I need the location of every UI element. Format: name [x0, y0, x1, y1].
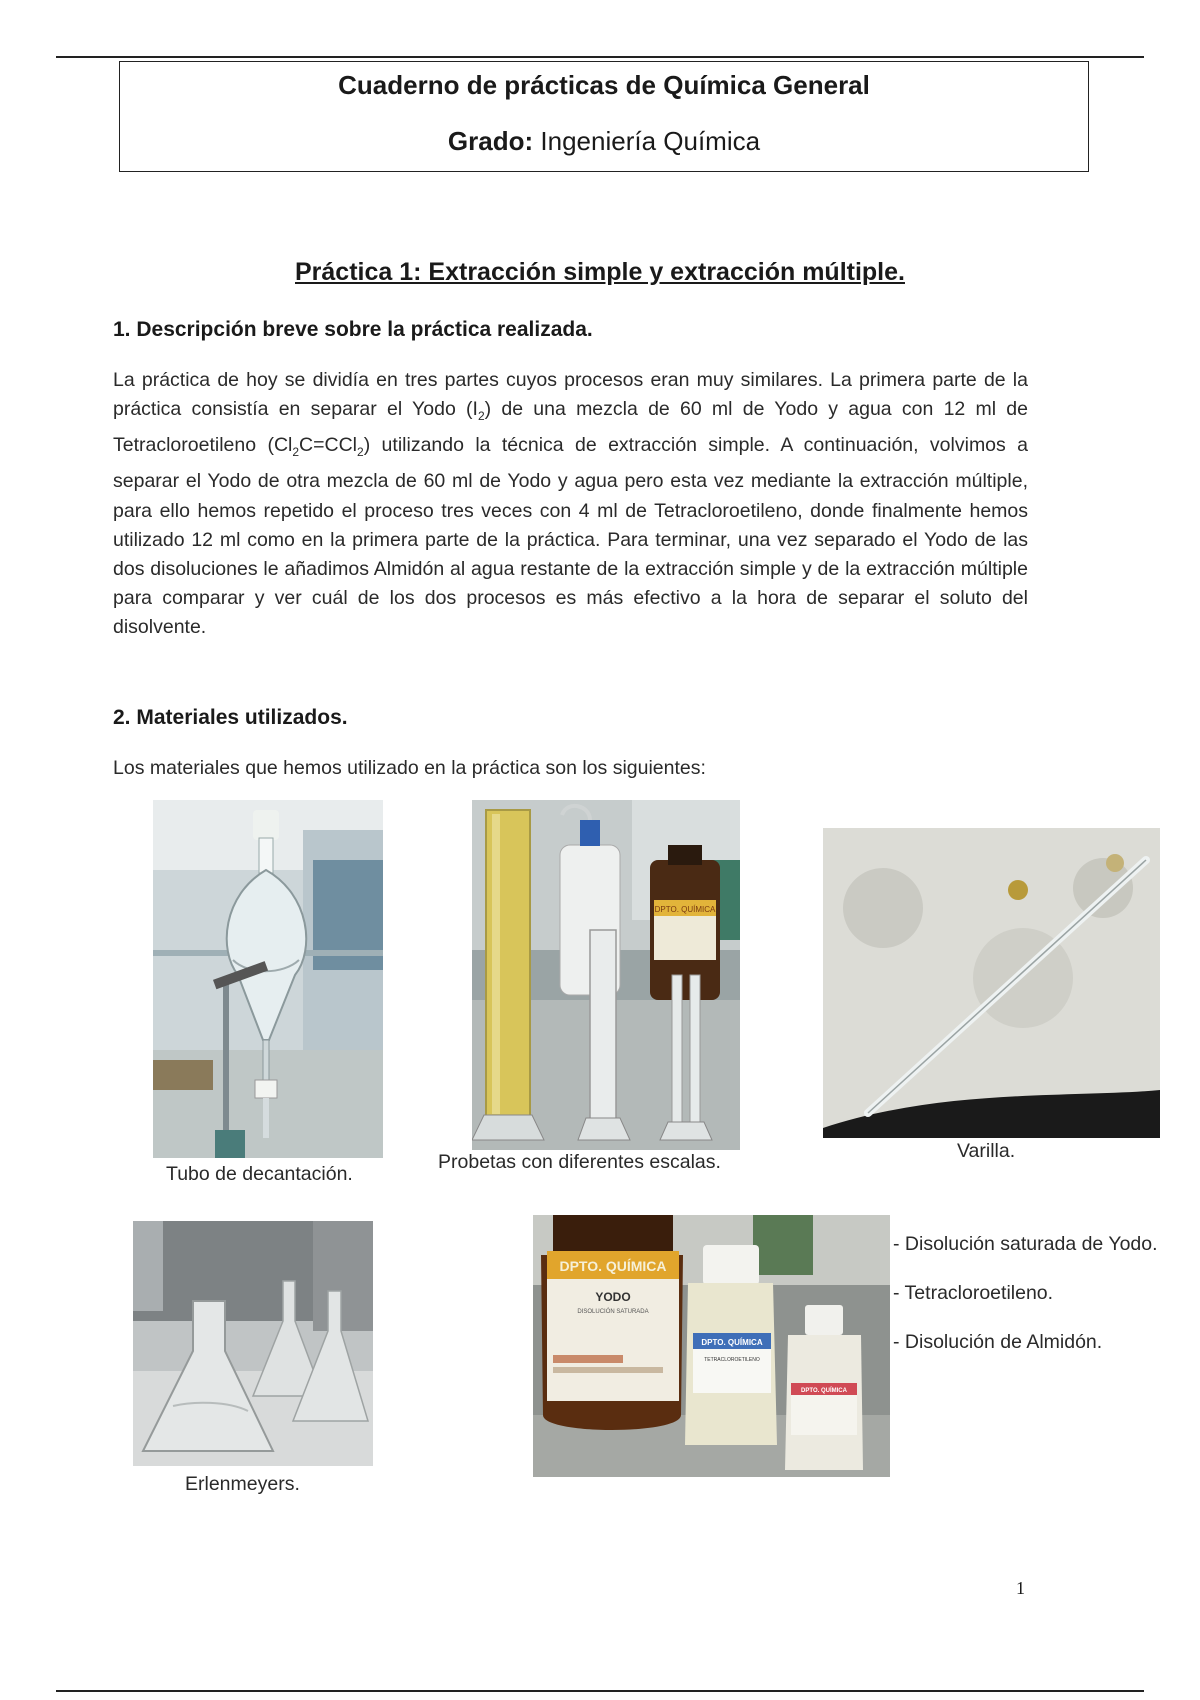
- degree-label: Grado:: [447, 126, 534, 156]
- materials-intro: Los materiales que hemos utilizado en la práctica son los siguientes:: [113, 757, 706, 779]
- para-part-a: La práctica de hoy se dividía en tres partes cuyos procesos eran muy similares. La primera parte de la práctica consistía en separar el Yodo (I: [113, 369, 1028, 421]
- separatory-funnel-photo: [153, 800, 383, 1158]
- dpto-label-tetra: DPTO. QUÍMICA: [701, 1338, 763, 1347]
- dpto-label-small: DPTO. QUÍMICA: [654, 905, 716, 914]
- caption-erlenmeyers: Erlenmeyers.: [185, 1473, 300, 1495]
- degree-line: [120, 126, 1088, 157]
- subscript-cl2-b: 2: [357, 445, 364, 460]
- reagent-item-almidon: - Disolución de Almidón.: [893, 1331, 1103, 1353]
- section-2-heading: 2. Materiales utilizados.: [113, 706, 348, 729]
- reagent-item-tetracloroetileno: - Tetracloroetileno.: [893, 1282, 1054, 1304]
- erlenmeyer-flasks-photo: [133, 1221, 373, 1466]
- subscript-i2: 2: [477, 409, 485, 424]
- reagent-list: [893, 1230, 1193, 1377]
- para-part-d: ) utilizando la técnica de extracción simple. A continuación, volvimos a separar el Yodo de otra mezcla de 60 ml de Yodo y agua pero esta vez mediante la extracción múltiple, para ello hemos repetido el proceso tres veces con 4 ml de Tetracloroetileno, donde finalmente hemos utilizado 12 ml como en la primera parte de la práctica. Para terminar, una vez separado el Yodo de las dos disoluciones le añadimos Almidón al agua restante de la extracción simple y de la extracción múltiple para comparar y ver cuál de los dos procesos es más efectivo a la hora de separar el soluto del disolvente.: [113, 434, 1028, 639]
- caption-graduated-cylinders: Probetas con diferentes escalas.: [438, 1151, 721, 1173]
- subscript-cl2-a: 2: [292, 445, 300, 460]
- yodo-label: YODO: [595, 1290, 631, 1304]
- graduated-cylinders-photo: [472, 800, 740, 1150]
- degree-value: Ingeniería Química: [540, 126, 761, 156]
- bottom-rule: [56, 1690, 1144, 1692]
- reagent-item-yodo: - Disolución saturada de Yodo.: [893, 1233, 1158, 1255]
- dpto-label-main: DPTO. QUÍMICA: [559, 1258, 667, 1274]
- yodo-sub-label: DISOLUCIÓN SATURADA: [577, 1309, 649, 1315]
- para-part-b: ) de una mezcla de 60 ml de Yodo y agua con 12 ml de Tetracloroetileno (Cl: [113, 398, 1028, 457]
- caption-glass-rod: Varilla.: [957, 1140, 1016, 1162]
- section-1-heading: 1. Descripción breve sobre la práctica realizada.: [113, 318, 593, 341]
- practice-title: Práctica 1: Extracción simple y extracción múltiple.: [295, 258, 905, 286]
- tetra-label: TETRACLOROETILENO: [704, 1357, 760, 1363]
- para-part-c: C=CCl: [299, 434, 358, 457]
- caption-separatory-funnel: Tubo de decantación.: [166, 1163, 353, 1185]
- reagent-bottles-photo: [533, 1215, 890, 1477]
- description-paragraph: [113, 366, 1028, 643]
- header-box: [119, 61, 1089, 172]
- glass-rod-photo: [823, 828, 1160, 1138]
- dpto-label-almidon: DPTO. QUÍMICA: [801, 1388, 847, 1394]
- top-rule: [56, 56, 1144, 58]
- notebook-title: Cuaderno de prácticas de Química General: [338, 70, 870, 100]
- page-number: 1: [1016, 1578, 1025, 1598]
